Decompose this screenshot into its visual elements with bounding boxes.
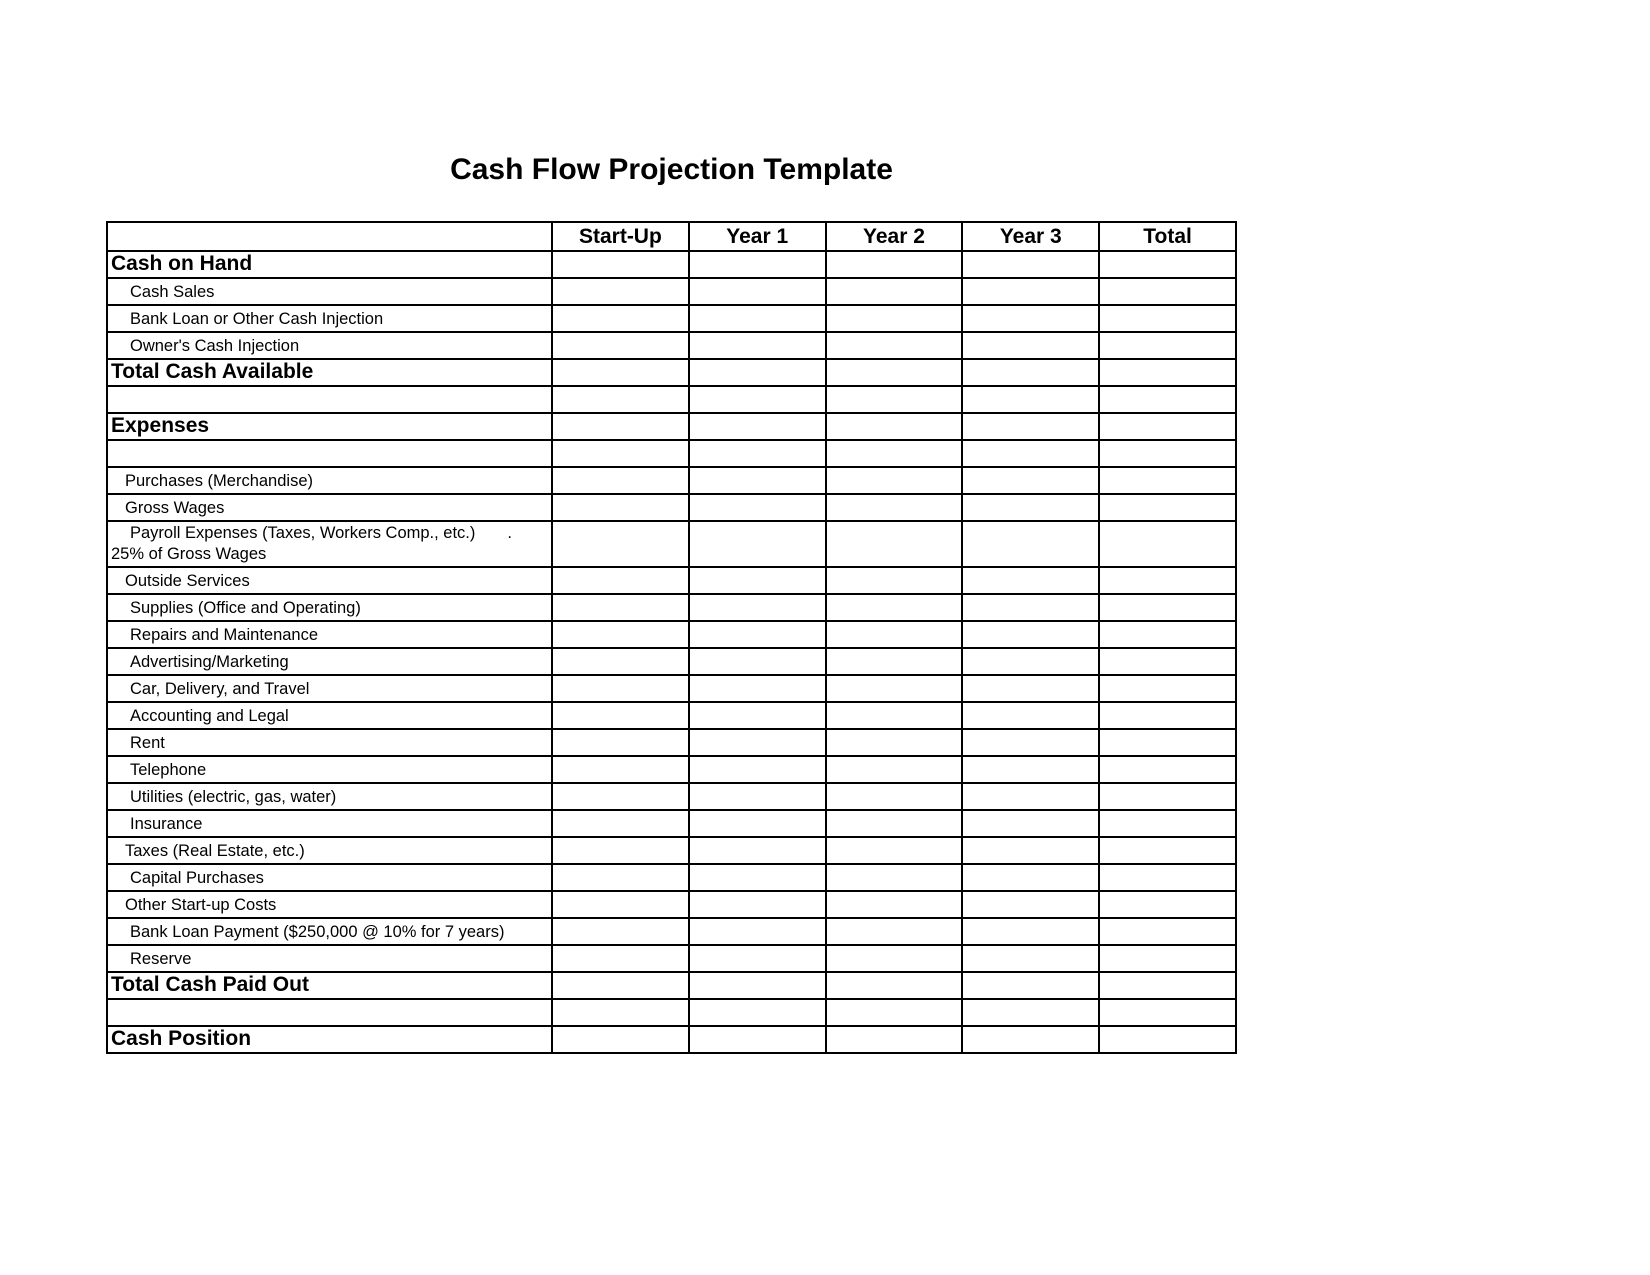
table-row: [107, 359, 1236, 386]
value-cell-year-1[interactable]: [689, 810, 826, 837]
page-title: Cash Flow Projection Template: [450, 153, 893, 186]
value-cell-year-2[interactable]: [826, 864, 963, 891]
value-cell-year-2[interactable]: [826, 756, 963, 783]
value-cell-start-up[interactable]: [552, 648, 689, 675]
row-label: [107, 386, 552, 413]
value-cell-start-up[interactable]: [552, 386, 689, 413]
value-cell-total[interactable]: [1099, 1026, 1236, 1053]
value-cell-start-up[interactable]: [552, 440, 689, 467]
row-label: Accounting and Legal: [107, 702, 552, 729]
value-cell-year-3[interactable]: [962, 891, 1099, 918]
value-cell-year-3[interactable]: [962, 837, 1099, 864]
value-cell-year-1[interactable]: [689, 278, 826, 305]
value-cell-year-2[interactable]: [826, 972, 963, 999]
value-cell-total[interactable]: [1099, 999, 1236, 1026]
value-cell-year-2[interactable]: [826, 891, 963, 918]
row-label: Reserve: [107, 945, 552, 972]
value-cell-year-3[interactable]: [962, 251, 1099, 278]
value-cell-total[interactable]: [1099, 251, 1236, 278]
value-cell-year-2[interactable]: [826, 594, 963, 621]
value-cell-start-up[interactable]: [552, 251, 689, 278]
value-cell-total[interactable]: [1099, 945, 1236, 972]
value-cell-total[interactable]: [1099, 467, 1236, 494]
value-cell-year-2[interactable]: [826, 359, 963, 386]
value-cell-start-up[interactable]: [552, 783, 689, 810]
table-row: [107, 278, 1236, 305]
value-cell-year-2[interactable]: [826, 332, 963, 359]
table-row: [107, 1026, 1236, 1053]
value-cell-year-1[interactable]: [689, 440, 826, 467]
row-label: Total Cash Available: [107, 359, 552, 386]
value-cell-year-3[interactable]: [962, 494, 1099, 521]
row-label: Bank Loan or Other Cash Injection: [107, 305, 552, 332]
row-label: Cash Position: [107, 1026, 552, 1053]
row-label-text: Payroll Expenses (Taxes, Workers Comp., etc.): [130, 524, 476, 542]
value-cell-year-1[interactable]: [689, 413, 826, 440]
value-cell-year-1[interactable]: [689, 594, 826, 621]
row-label: Repairs and Maintenance: [107, 621, 552, 648]
value-cell-year-2[interactable]: [826, 675, 963, 702]
value-cell-start-up[interactable]: [552, 756, 689, 783]
value-cell-year-2[interactable]: [826, 251, 963, 278]
value-cell-year-2[interactable]: [826, 648, 963, 675]
table-row: [107, 729, 1236, 756]
table-row: [107, 864, 1236, 891]
value-cell-start-up[interactable]: [552, 945, 689, 972]
row-label-line-1: [111, 523, 551, 544]
value-cell-start-up[interactable]: [552, 675, 689, 702]
value-cell-year-1[interactable]: [689, 702, 826, 729]
value-cell-year-3[interactable]: [962, 864, 1099, 891]
value-cell-total[interactable]: [1099, 972, 1236, 999]
row-label: Purchases (Merchandise): [107, 467, 552, 494]
value-cell-start-up[interactable]: [552, 999, 689, 1026]
row-label: Outside Services: [107, 567, 552, 594]
value-cell-year-1[interactable]: [689, 305, 826, 332]
value-cell-year-3[interactable]: [962, 702, 1099, 729]
value-cell-year-2[interactable]: [826, 999, 963, 1026]
value-cell-year-1[interactable]: [689, 729, 826, 756]
value-cell-year-3[interactable]: [962, 386, 1099, 413]
value-cell-total[interactable]: [1099, 648, 1236, 675]
table-row: [107, 567, 1236, 594]
row-label: Rent: [107, 729, 552, 756]
value-cell-year-3[interactable]: [962, 278, 1099, 305]
value-cell-total[interactable]: [1099, 810, 1236, 837]
table-row: [107, 332, 1236, 359]
row-label: Telephone: [107, 756, 552, 783]
value-cell-year-1[interactable]: [689, 756, 826, 783]
value-cell-year-3[interactable]: [962, 756, 1099, 783]
value-cell-year-2[interactable]: [826, 440, 963, 467]
value-cell-year-1[interactable]: [689, 918, 826, 945]
cash-flow-table: [106, 221, 1237, 1054]
value-cell-year-2[interactable]: [826, 386, 963, 413]
row-label: Gross Wages: [107, 494, 552, 521]
row-label: Insurance: [107, 810, 552, 837]
table-row: [107, 413, 1236, 440]
value-cell-start-up[interactable]: [552, 278, 689, 305]
value-cell-year-2[interactable]: [826, 702, 963, 729]
value-cell-total[interactable]: [1099, 440, 1236, 467]
value-cell-year-2[interactable]: [826, 810, 963, 837]
value-cell-start-up[interactable]: [552, 972, 689, 999]
row-label: [107, 521, 552, 567]
value-cell-start-up[interactable]: [552, 864, 689, 891]
value-cell-start-up[interactable]: [552, 891, 689, 918]
column-header-year-3: Year 3: [962, 222, 1099, 251]
value-cell-total[interactable]: [1099, 413, 1236, 440]
value-cell-year-3[interactable]: [962, 783, 1099, 810]
table-row: [107, 675, 1236, 702]
row-label-dot: .: [507, 524, 512, 542]
table-row: [107, 521, 1236, 567]
value-cell-year-1[interactable]: [689, 386, 826, 413]
value-cell-total[interactable]: [1099, 675, 1236, 702]
table-row: [107, 467, 1236, 494]
value-cell-start-up[interactable]: [552, 837, 689, 864]
value-cell-total[interactable]: [1099, 837, 1236, 864]
row-label: Taxes (Real Estate, etc.): [107, 837, 552, 864]
value-cell-total[interactable]: [1099, 359, 1236, 386]
table-row: [107, 305, 1236, 332]
value-cell-year-3[interactable]: [962, 413, 1099, 440]
column-header-year-2: Year 2: [826, 222, 963, 251]
value-cell-start-up[interactable]: [552, 567, 689, 594]
value-cell-start-up[interactable]: [552, 359, 689, 386]
value-cell-year-2[interactable]: [826, 305, 963, 332]
value-cell-year-1[interactable]: [689, 467, 826, 494]
value-cell-year-3[interactable]: [962, 621, 1099, 648]
table-row: [107, 648, 1236, 675]
value-cell-start-up[interactable]: [552, 702, 689, 729]
value-cell-start-up[interactable]: [552, 521, 689, 567]
value-cell-start-up[interactable]: [552, 494, 689, 521]
value-cell-year-1[interactable]: [689, 521, 826, 567]
table-row: [107, 251, 1236, 278]
row-label: Expenses: [107, 413, 552, 440]
table-row: [107, 756, 1236, 783]
value-cell-year-1[interactable]: [689, 567, 826, 594]
table-row: [107, 440, 1236, 467]
value-cell-year-1[interactable]: [689, 494, 826, 521]
header-label-cell: [107, 222, 552, 251]
value-cell-total[interactable]: [1099, 729, 1236, 756]
value-cell-year-1[interactable]: [689, 648, 826, 675]
table-body: [107, 251, 1236, 1053]
value-cell-year-2[interactable]: [826, 945, 963, 972]
column-header-year-1: Year 1: [689, 222, 826, 251]
value-cell-start-up[interactable]: [552, 413, 689, 440]
row-label: Supplies (Office and Operating): [107, 594, 552, 621]
value-cell-year-3[interactable]: [962, 440, 1099, 467]
value-cell-year-2[interactable]: [826, 494, 963, 521]
value-cell-start-up[interactable]: [552, 467, 689, 494]
table-row: [107, 702, 1236, 729]
value-cell-year-1[interactable]: [689, 332, 826, 359]
value-cell-year-1[interactable]: [689, 837, 826, 864]
value-cell-year-1[interactable]: [689, 972, 826, 999]
value-cell-year-2[interactable]: [826, 567, 963, 594]
table-row: [107, 891, 1236, 918]
table-row: [107, 494, 1236, 521]
value-cell-year-1[interactable]: [689, 945, 826, 972]
table-row: [107, 945, 1236, 972]
value-cell-year-3[interactable]: [962, 999, 1099, 1026]
row-label: Owner's Cash Injection: [107, 332, 552, 359]
value-cell-year-1[interactable]: [689, 251, 826, 278]
column-header-start-up: Start-Up: [552, 222, 689, 251]
value-cell-total[interactable]: [1099, 918, 1236, 945]
value-cell-total[interactable]: [1099, 702, 1236, 729]
value-cell-total[interactable]: [1099, 494, 1236, 521]
value-cell-total[interactable]: [1099, 783, 1236, 810]
row-label: Utilities (electric, gas, water): [107, 783, 552, 810]
row-label: [107, 440, 552, 467]
value-cell-year-1[interactable]: [689, 675, 826, 702]
value-cell-total[interactable]: [1099, 386, 1236, 413]
value-cell-year-3[interactable]: [962, 810, 1099, 837]
value-cell-year-1[interactable]: [689, 783, 826, 810]
row-label: Capital Purchases: [107, 864, 552, 891]
value-cell-total[interactable]: [1099, 305, 1236, 332]
value-cell-year-3[interactable]: [962, 305, 1099, 332]
table-row: [107, 918, 1236, 945]
row-label: Total Cash Paid Out: [107, 972, 552, 999]
value-cell-year-3[interactable]: [962, 918, 1099, 945]
table-row: [107, 837, 1236, 864]
value-cell-start-up[interactable]: [552, 918, 689, 945]
row-label: Other Start-up Costs: [107, 891, 552, 918]
table-row: [107, 972, 1236, 999]
value-cell-year-3[interactable]: [962, 675, 1099, 702]
value-cell-year-3[interactable]: [962, 1026, 1099, 1053]
value-cell-year-3[interactable]: [962, 648, 1099, 675]
value-cell-year-2[interactable]: [826, 621, 963, 648]
value-cell-year-1[interactable]: [689, 1026, 826, 1053]
value-cell-total[interactable]: [1099, 864, 1236, 891]
row-label: [107, 999, 552, 1026]
value-cell-start-up[interactable]: [552, 621, 689, 648]
value-cell-year-1[interactable]: [689, 359, 826, 386]
value-cell-year-1[interactable]: [689, 891, 826, 918]
row-label: Car, Delivery, and Travel: [107, 675, 552, 702]
row-label: Bank Loan Payment ($250,000 @ 10% for 7 years): [107, 918, 552, 945]
row-label-line-2: 25% of Gross Wages: [111, 545, 267, 563]
column-header-total: Total: [1099, 222, 1236, 251]
value-cell-year-1[interactable]: [689, 864, 826, 891]
value-cell-total[interactable]: [1099, 756, 1236, 783]
value-cell-start-up[interactable]: [552, 729, 689, 756]
value-cell-total[interactable]: [1099, 891, 1236, 918]
value-cell-year-3[interactable]: [962, 521, 1099, 567]
value-cell-total[interactable]: [1099, 621, 1236, 648]
value-cell-start-up[interactable]: [552, 810, 689, 837]
value-cell-start-up[interactable]: [552, 1026, 689, 1053]
value-cell-year-2[interactable]: [826, 413, 963, 440]
value-cell-start-up[interactable]: [552, 594, 689, 621]
table-row: [107, 621, 1236, 648]
value-cell-total[interactable]: [1099, 332, 1236, 359]
value-cell-year-2[interactable]: [826, 783, 963, 810]
table-row: [107, 594, 1236, 621]
value-cell-year-2[interactable]: [826, 467, 963, 494]
value-cell-year-3[interactable]: [962, 972, 1099, 999]
table-row: [107, 386, 1236, 413]
value-cell-year-1[interactable]: [689, 999, 826, 1026]
value-cell-total[interactable]: [1099, 567, 1236, 594]
header-row: [107, 222, 1236, 251]
value-cell-start-up[interactable]: [552, 332, 689, 359]
value-cell-year-2[interactable]: [826, 278, 963, 305]
table-row: [107, 810, 1236, 837]
table-row: [107, 783, 1236, 810]
row-label: Advertising/Marketing: [107, 648, 552, 675]
table-row: [107, 999, 1236, 1026]
value-cell-total[interactable]: [1099, 594, 1236, 621]
value-cell-year-1[interactable]: [689, 621, 826, 648]
value-cell-total[interactable]: [1099, 521, 1236, 567]
value-cell-year-2[interactable]: [826, 1026, 963, 1053]
value-cell-year-3[interactable]: [962, 594, 1099, 621]
value-cell-year-2[interactable]: [826, 918, 963, 945]
value-cell-year-3[interactable]: [962, 945, 1099, 972]
row-label: Cash Sales: [107, 278, 552, 305]
row-label: Cash on Hand: [107, 251, 552, 278]
value-cell-year-3[interactable]: [962, 729, 1099, 756]
value-cell-total[interactable]: [1099, 278, 1236, 305]
value-cell-year-3[interactable]: [962, 332, 1099, 359]
value-cell-year-2[interactable]: [826, 729, 963, 756]
value-cell-year-3[interactable]: [962, 567, 1099, 594]
value-cell-start-up[interactable]: [552, 305, 689, 332]
value-cell-year-2[interactable]: [826, 837, 963, 864]
value-cell-year-2[interactable]: [826, 521, 963, 567]
value-cell-year-3[interactable]: [962, 467, 1099, 494]
value-cell-year-3[interactable]: [962, 359, 1099, 386]
